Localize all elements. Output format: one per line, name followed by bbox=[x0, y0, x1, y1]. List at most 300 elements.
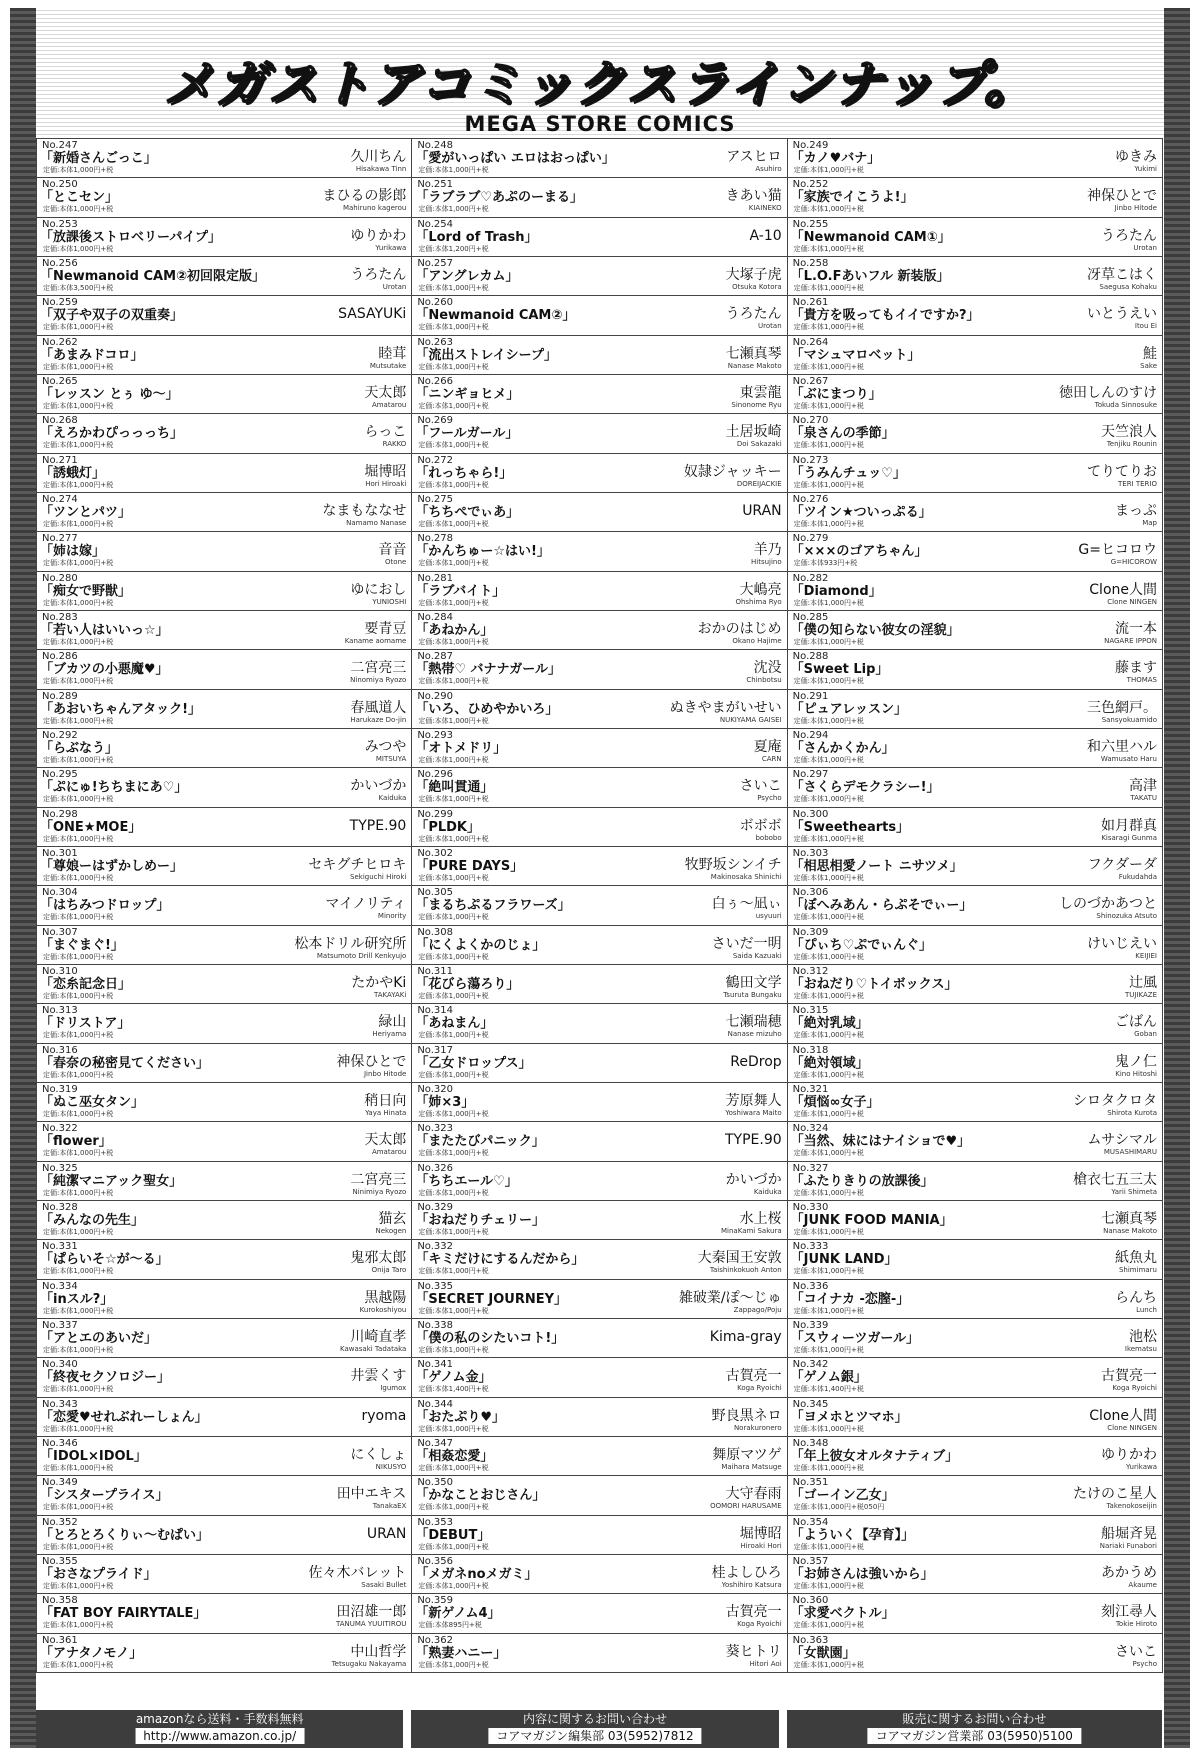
book-entry bbox=[412, 1358, 787, 1397]
book-number: No.354 bbox=[792, 1516, 829, 1528]
book-price: 定価:本体1,000円+税 bbox=[418, 401, 489, 410]
book-entry bbox=[788, 454, 1163, 493]
book-title: 「痴女で野獣」 bbox=[40, 583, 132, 599]
book-number: No.361 bbox=[42, 1634, 78, 1646]
book-author: 猫玄 bbox=[378, 1210, 407, 1227]
book-author: 睦茸 bbox=[378, 345, 407, 362]
book-number: No.351 bbox=[792, 1477, 829, 1489]
book-title: 「れっちゃら!」 bbox=[415, 465, 513, 481]
book-author-romaji: Koga Ryoichi bbox=[737, 1384, 782, 1393]
book-number: No.347 bbox=[417, 1437, 454, 1449]
book-author-romaji: Tsuruta Bungaku bbox=[723, 990, 782, 999]
book-entry bbox=[412, 454, 787, 493]
book-price: 定価:本体1,000円+税 bbox=[793, 1109, 864, 1118]
book-price: 定価:本体1,000円+税 bbox=[793, 1188, 864, 1197]
book-author: 神保ひとで bbox=[336, 1053, 407, 1070]
book-title: 「コイナカ -恋膣-」 bbox=[790, 1291, 910, 1307]
book-entry bbox=[412, 965, 787, 1004]
book-number: No.248 bbox=[417, 140, 454, 151]
book-title: 「純潔マニアック聖女」 bbox=[40, 1173, 183, 1189]
book-number: No.249 bbox=[792, 140, 829, 151]
book-number: No.309 bbox=[792, 926, 829, 938]
book-author: G=ヒコロウ bbox=[1078, 542, 1157, 559]
book-title: 「放課後ストロベリーパイプ」 bbox=[40, 229, 221, 245]
book-title: 「らぶなう」 bbox=[40, 740, 119, 756]
book-price: 定価:本体1,000円+税 bbox=[43, 716, 114, 725]
book-price: 定価:本体1,000円+税 bbox=[418, 1031, 489, 1040]
book-number: No.339 bbox=[792, 1319, 829, 1331]
book-price: 定価:本体1,000円+税 bbox=[418, 519, 489, 528]
book-entry bbox=[37, 886, 412, 925]
book-number: No.297 bbox=[792, 769, 829, 781]
book-author-romaji: Yarii Shimeta bbox=[1111, 1187, 1157, 1196]
book-author-romaji: Asuhiro bbox=[755, 165, 782, 173]
book-number: No.276 bbox=[792, 493, 829, 505]
book-entry bbox=[37, 1594, 412, 1633]
book-entry bbox=[412, 1398, 787, 1437]
book-title: 「Newmanoid CAM②初回限定版」 bbox=[40, 268, 266, 284]
book-author: 鬼ノ仁 bbox=[1115, 1053, 1157, 1070]
book-author: ゆにおし bbox=[350, 581, 407, 598]
book-number: No.292 bbox=[42, 729, 78, 741]
book-author-romaji: Urotan bbox=[1133, 243, 1157, 252]
book-author-romaji: Namamo Nanase bbox=[346, 518, 407, 527]
book-entry bbox=[412, 1516, 787, 1555]
book-price: 定価:本体1,000円+税 bbox=[793, 795, 864, 804]
book-author-romaji: Chinbotsu bbox=[746, 676, 782, 685]
book-price: 定価:本体1,000円+税 bbox=[43, 1070, 114, 1079]
book-number: No.312 bbox=[792, 965, 829, 977]
book-entry bbox=[788, 1122, 1163, 1161]
book-entry bbox=[412, 178, 787, 217]
book-author: うろたん bbox=[350, 266, 407, 283]
sales-contact: コアマガジン営業部 03(5950)5100 bbox=[868, 1728, 1081, 1744]
book-price: 定価:本体1,000円+税 bbox=[43, 1621, 114, 1630]
book-number: No.269 bbox=[417, 415, 454, 427]
book-author: 二宮亮三 bbox=[350, 660, 407, 677]
book-entry bbox=[788, 1555, 1163, 1594]
book-number: No.266 bbox=[417, 375, 454, 387]
book-entry bbox=[412, 139, 787, 178]
book-price: 定価:本体1,000円+税 bbox=[43, 637, 114, 646]
book-number: No.317 bbox=[417, 1044, 454, 1056]
book-price: 定価:本体1,000円+税 bbox=[43, 1581, 114, 1590]
book-entry bbox=[788, 965, 1163, 1004]
book-title: 「ぶにまつり」 bbox=[790, 386, 882, 402]
book-title: 「メガネnoメガミ」 bbox=[415, 1566, 538, 1582]
book-price: 定価:本体1,000円+税 bbox=[793, 873, 864, 882]
book-number: No.321 bbox=[792, 1083, 829, 1095]
book-title: 「にくよくかのじょ」 bbox=[415, 937, 546, 953]
book-entry bbox=[788, 375, 1163, 414]
book-title: 「僕の私のシたいコト!」 bbox=[415, 1330, 565, 1346]
book-price: 定価:本体1,000円+税 bbox=[793, 1031, 864, 1040]
book-price: 定価:本体1,000円+税 bbox=[43, 873, 114, 882]
book-entry bbox=[788, 493, 1163, 532]
book-price: 定価:本体1,000円+税 bbox=[418, 834, 489, 843]
book-author-romaji: TANUMA YUUITIROU bbox=[335, 1620, 407, 1629]
book-entry bbox=[37, 1201, 412, 1240]
book-price: 定価:本体1,000円+税 bbox=[793, 1542, 864, 1551]
book-author-romaji: KEIJIEI bbox=[1135, 951, 1157, 960]
book-title: 「誘蛾灯」 bbox=[40, 465, 106, 481]
book-entry bbox=[412, 729, 787, 768]
book-author: 古賀亮一 bbox=[1101, 1368, 1157, 1385]
book-title: 「JUNK LAND」 bbox=[790, 1252, 898, 1268]
book-author: 徳田しんのすけ bbox=[1059, 384, 1157, 401]
book-entry bbox=[412, 1280, 787, 1319]
book-number: No.320 bbox=[417, 1083, 454, 1095]
book-author-romaji: Nanase Makoto bbox=[727, 361, 782, 370]
book-title: 「若い人はいいっ☆」 bbox=[40, 622, 169, 638]
book-author: さいだ一明 bbox=[711, 935, 782, 952]
book-author-romaji: Igumox bbox=[380, 1384, 407, 1393]
book-entry bbox=[37, 257, 412, 296]
book-author: 和六里ハル bbox=[1087, 738, 1157, 755]
book-author: うろたん bbox=[725, 306, 782, 323]
book-title: 「またたびパニック」 bbox=[415, 1134, 545, 1150]
book-number: No.360 bbox=[792, 1595, 829, 1607]
book-author: 刻江尋人 bbox=[1101, 1604, 1157, 1621]
book-author-romaji: Sinonome Ryu bbox=[731, 400, 782, 409]
book-price: 定価:本体1,000円+税 bbox=[793, 637, 864, 646]
book-title: 「花びら蕩ろり」 bbox=[415, 976, 520, 992]
book-title: 「Sweethearts」 bbox=[790, 819, 910, 835]
book-author-romaji: TERI TERIO bbox=[1118, 479, 1157, 488]
book-title: 「女獣園」 bbox=[790, 1645, 856, 1661]
book-author: 冴草こはく bbox=[1087, 266, 1157, 283]
book-entry bbox=[788, 178, 1163, 217]
book-title: 「さんかくかん」 bbox=[790, 740, 895, 756]
book-entry bbox=[412, 1594, 787, 1633]
book-author: かいづか bbox=[350, 778, 407, 795]
book-number: No.357 bbox=[792, 1555, 829, 1567]
book-author-romaji: RAKKO bbox=[382, 440, 407, 449]
book-entry bbox=[412, 768, 787, 807]
book-entry bbox=[412, 218, 787, 257]
book-number: No.314 bbox=[417, 1005, 454, 1017]
book-entry bbox=[412, 611, 787, 650]
book-author-romaji: Tokie Hiroto bbox=[1115, 1620, 1157, 1629]
book-author: 大守春雨 bbox=[725, 1486, 782, 1503]
book-price: 定価:本体1,000円+税 bbox=[793, 244, 864, 253]
book-author-romaji: Matsumoto Drill Kenkyujo bbox=[316, 951, 407, 960]
book-price: 定価:本体1,000円+税 bbox=[43, 1424, 114, 1433]
book-number: No.282 bbox=[792, 572, 829, 584]
book-author-romaji: Hisakawa Tinn bbox=[355, 165, 407, 173]
book-number: No.356 bbox=[417, 1555, 454, 1567]
book-author: まっぷ bbox=[1115, 502, 1157, 519]
book-author-romaji: Nanase Makoto bbox=[1103, 1226, 1157, 1235]
book-price: 定価:本体1,000円+税 bbox=[43, 1031, 114, 1040]
book-title: 「ブカツの小悪魔♥」 bbox=[40, 662, 169, 678]
amazon-url-link[interactable]: http://www.amazon.co.jp/ bbox=[135, 1728, 304, 1744]
book-price: 定価:本体1,000円+税 bbox=[793, 283, 864, 292]
book-entry bbox=[788, 1358, 1163, 1397]
book-author-romaji: Maihara Matsuge bbox=[721, 1462, 782, 1471]
book-author-romaji: G=HICOROW bbox=[1110, 558, 1157, 567]
book-author-romaji: TAKAYAKi bbox=[374, 990, 407, 999]
book-author-romaji: Ohshima Ryo bbox=[735, 597, 782, 606]
book-price: 定価:本体1,000円+税 bbox=[793, 480, 864, 489]
book-title: 「ゲノム銀」 bbox=[790, 1370, 867, 1386]
book-title: 「乙女ドロップス」 bbox=[415, 1055, 532, 1071]
book-entry bbox=[788, 296, 1163, 335]
book-entry bbox=[412, 1319, 787, 1358]
book-number: No.247 bbox=[42, 140, 78, 151]
book-entry bbox=[788, 611, 1163, 650]
book-price: 定価:本体1,000円+税 bbox=[418, 598, 489, 607]
book-price: 定価:本体1,000円+税 bbox=[43, 1306, 114, 1315]
book-number: No.257 bbox=[417, 257, 454, 269]
book-author: 鬼邪太郎 bbox=[350, 1250, 407, 1267]
book-author: 稍日向 bbox=[364, 1092, 407, 1109]
book-title: 「ゲノム金」 bbox=[415, 1370, 492, 1386]
book-author: 藤ます bbox=[1115, 660, 1157, 677]
book-author: TYPE.90 bbox=[349, 817, 407, 834]
book-price: 定価:本体1,000円+税 bbox=[43, 401, 114, 410]
book-author: 田沼雄一郎 bbox=[336, 1604, 407, 1621]
book-title: 「いろ、ひめやかいろ」 bbox=[415, 701, 559, 717]
book-number: No.346 bbox=[42, 1437, 78, 1449]
book-author-romaji: Nekogen bbox=[375, 1226, 407, 1235]
book-author-romaji: Okano Hajime bbox=[732, 636, 782, 645]
book-price: 定価:本体1,000円+税 bbox=[793, 1345, 864, 1354]
book-number: No.299 bbox=[417, 808, 454, 820]
book-number: No.289 bbox=[42, 690, 78, 702]
book-number: No.316 bbox=[42, 1044, 78, 1056]
book-title: 「うみんチュッ♡」 bbox=[790, 465, 906, 481]
book-price: 定価:本体1,000円+税 bbox=[793, 952, 864, 961]
book-price: 定価:本体1,000円+税 bbox=[418, 1463, 489, 1472]
book-author-romaji: Kino Hitoshi bbox=[1115, 1069, 1157, 1078]
book-author-romaji: Shirota Kurota bbox=[1107, 1108, 1157, 1117]
book-price: 定価:本体1,000円+税 bbox=[418, 1149, 489, 1158]
book-price: 定価:本体1,000円+税 bbox=[793, 1227, 864, 1236]
book-number: No.254 bbox=[417, 218, 454, 230]
book-title: 「恋愛♥せれぶれーしょん」 bbox=[40, 1409, 208, 1425]
book-title: 「熱帯♡ バナナガール」 bbox=[415, 662, 561, 678]
book-price: 定価:本体1,000円+税 bbox=[793, 1267, 864, 1276]
book-author: 松本ドリル研究所 bbox=[294, 935, 407, 952]
book-price: 定価:本体1,000円+税 bbox=[418, 480, 489, 489]
book-author: 緑山 bbox=[378, 1014, 407, 1031]
book-author-romaji: Onija Taro bbox=[371, 1266, 407, 1275]
book-author-romaji: Hori Hiroaki bbox=[365, 479, 407, 488]
book-number: No.268 bbox=[42, 415, 78, 427]
book-price: 定価:本体1,000円+税 bbox=[43, 559, 114, 568]
book-title: 「当然、妹にはナイショで♥」 bbox=[790, 1134, 971, 1150]
book-author-romaji: Psycho bbox=[1132, 1659, 1157, 1668]
book-author: 沈没 bbox=[753, 660, 782, 677]
header-banner bbox=[36, 8, 1164, 138]
book-author: たかやKi bbox=[351, 974, 407, 991]
book-price: 定価:本体1,000円+税 bbox=[43, 991, 114, 1000]
book-title: 「新婚さんごっこ」 bbox=[40, 151, 157, 166]
book-price: 定価:本体1,000円+税 bbox=[418, 991, 489, 1000]
book-number: No.267 bbox=[792, 375, 829, 387]
book-title: 「春奈の秘密見てください」 bbox=[40, 1055, 210, 1071]
book-entry bbox=[37, 1280, 412, 1319]
book-author: ごばん bbox=[1115, 1014, 1157, 1031]
book-title: 「みんなの先生」 bbox=[40, 1212, 145, 1228]
book-title: 「inスル?」 bbox=[40, 1291, 114, 1307]
book-author: 春風道人 bbox=[350, 699, 407, 716]
book-price: 定価:本体1,000円+税 bbox=[43, 952, 114, 961]
book-entry bbox=[788, 650, 1163, 689]
book-price: 定価:本体1,000円+税 bbox=[43, 1188, 114, 1197]
book-author: 大嶋亮 bbox=[739, 581, 782, 598]
book-entry bbox=[37, 926, 412, 965]
book-author: 七瀬真琴 bbox=[725, 345, 782, 362]
book-number: No.353 bbox=[417, 1516, 454, 1528]
editorial-contact: コアマガジン編集部 03(5952)7812 bbox=[488, 1728, 701, 1744]
book-entry bbox=[788, 1594, 1163, 1633]
book-price: 定価:本体1,000円+税 bbox=[793, 716, 864, 725]
book-author: 黒越陽 bbox=[364, 1289, 407, 1306]
book-number: No.281 bbox=[417, 572, 454, 584]
book-entry bbox=[412, 532, 787, 571]
book-number: No.293 bbox=[417, 729, 454, 741]
book-entry bbox=[37, 729, 412, 768]
book-author-romaji: Ikematsu bbox=[1124, 1344, 1157, 1353]
book-entry bbox=[37, 336, 412, 375]
book-title: 「おねだりチェリー」 bbox=[415, 1212, 545, 1228]
book-number: No.325 bbox=[42, 1162, 78, 1174]
book-price: 定価:本体1,000円+税 bbox=[793, 913, 864, 922]
book-price: 定価:本体1,000円+税 bbox=[43, 1385, 114, 1394]
book-author: マイノリティ bbox=[325, 896, 407, 913]
book-author: 天竺浪人 bbox=[1101, 424, 1157, 441]
book-author: らんち bbox=[1115, 1289, 1157, 1306]
book-number: No.262 bbox=[42, 336, 78, 348]
book-entry bbox=[37, 178, 412, 217]
book-price: 定価:本体1,000円+税 bbox=[793, 1306, 864, 1315]
book-title: 「相思相愛ノート ニサツメ」 bbox=[790, 858, 963, 874]
book-author: 池松 bbox=[1129, 1328, 1157, 1345]
book-entry bbox=[788, 1083, 1163, 1122]
book-title: 「あまみドコロ」 bbox=[40, 347, 144, 363]
book-entry bbox=[412, 808, 787, 847]
book-price: 定価:本体1,000円+税 bbox=[418, 716, 489, 725]
book-author: ゆきみ bbox=[1115, 149, 1157, 165]
book-author-romaji: Koga Ryoichi bbox=[737, 1620, 782, 1629]
book-author: あかうめ bbox=[1101, 1564, 1157, 1581]
book-price: 定価:本体1,200円+税 bbox=[418, 244, 489, 253]
book-title: 「かんちゅー☆はい!」 bbox=[415, 544, 550, 560]
book-price: 定価:本体1,000円+税 bbox=[418, 913, 489, 922]
book-number: No.275 bbox=[417, 493, 454, 505]
book-author-romaji: Yurikawa bbox=[375, 243, 407, 252]
book-price: 定価:本体1,000円+税 bbox=[793, 755, 864, 764]
book-author: ReDrop bbox=[730, 1053, 782, 1070]
book-entry bbox=[788, 1201, 1163, 1240]
right-border-texture bbox=[1164, 8, 1190, 1748]
book-entry bbox=[37, 414, 412, 453]
book-title: 「新ゲノム4」 bbox=[415, 1606, 501, 1622]
book-author-romaji: Nanase mizuho bbox=[727, 1030, 782, 1039]
book-number: No.303 bbox=[792, 847, 829, 859]
book-number: No.295 bbox=[42, 769, 78, 781]
book-number: No.298 bbox=[42, 808, 78, 820]
book-title: 「ラブラブ♡あぷのーまる」 bbox=[415, 190, 583, 206]
book-author-romaji: Urotan bbox=[382, 282, 407, 291]
book-price: 定価:本体1,000円+税 bbox=[793, 362, 864, 371]
book-number: No.274 bbox=[42, 493, 78, 505]
book-number: No.302 bbox=[417, 847, 454, 859]
book-author-romaji: Yoshiwara Maito bbox=[725, 1108, 782, 1117]
book-author: 白ぅ〜凪ぃ bbox=[711, 896, 782, 913]
book-author: けいじえい bbox=[1087, 935, 1157, 952]
book-entry bbox=[37, 1004, 412, 1043]
book-number: No.349 bbox=[42, 1477, 78, 1489]
book-title: 「おたぷり♥」 bbox=[415, 1409, 505, 1425]
book-title: 「尊娘ーはずかしめー」 bbox=[40, 858, 184, 874]
book-number: No.273 bbox=[792, 454, 829, 466]
book-entry bbox=[37, 218, 412, 257]
book-title: 「ニンギョヒメ」 bbox=[415, 386, 520, 402]
book-author-romaji: Map bbox=[1142, 518, 1157, 527]
book-author-romaji: Minority bbox=[377, 912, 407, 921]
book-number: No.280 bbox=[42, 572, 78, 584]
book-price: 定価:本体1,000円+税 bbox=[43, 323, 114, 332]
book-title: 「カノ♥バナ」 bbox=[790, 151, 881, 166]
book-number: No.271 bbox=[42, 454, 78, 466]
book-number: No.284 bbox=[417, 611, 454, 623]
book-price: 定価:本体1,000円+税 bbox=[418, 637, 489, 646]
book-price: 定価:本体933円+税 bbox=[793, 559, 858, 568]
page-subtitle: MEGA STORE COMICS bbox=[464, 112, 736, 136]
book-price: 定価:本体1,000円+税 bbox=[793, 598, 864, 607]
book-title: 「L.O.Fあいフル 新装版」 bbox=[790, 268, 950, 284]
book-author: なまもななせ bbox=[322, 502, 407, 519]
book-number: No.300 bbox=[792, 808, 829, 820]
book-number: No.288 bbox=[792, 651, 829, 663]
book-author: 三色網戸。 bbox=[1087, 699, 1157, 716]
book-title: 「おさなプライド」 bbox=[40, 1566, 157, 1582]
book-author-romaji: Shimimaru bbox=[1118, 1266, 1157, 1275]
book-title: 「あおいちゃんアタック!」 bbox=[40, 701, 202, 717]
book-author: URAN bbox=[742, 502, 782, 519]
book-title: 「シスタープライス」 bbox=[40, 1488, 169, 1504]
book-author-romaji: Amatarou bbox=[371, 400, 407, 409]
book-price: 定価:本体1,000円+税 bbox=[418, 1424, 489, 1433]
book-entry bbox=[37, 1319, 412, 1358]
book-author: 夏庵 bbox=[753, 738, 782, 755]
book-author: SASAYUKi bbox=[338, 306, 407, 323]
book-entry bbox=[37, 493, 412, 532]
book-number: No.342 bbox=[792, 1359, 829, 1371]
book-price: 定価:本体1,000円+税 bbox=[43, 480, 114, 489]
book-author-romaji: NUKIYAMA GAISEI bbox=[719, 715, 782, 724]
book-author: 槍衣七五三太 bbox=[1073, 1171, 1157, 1188]
book-author: 鶴田文学 bbox=[725, 974, 782, 991]
book-number: No.336 bbox=[792, 1280, 829, 1292]
book-author: 芳原舞人 bbox=[725, 1092, 782, 1109]
book-author-romaji: Saida Kazuaki bbox=[732, 951, 782, 960]
book-author-romaji: Yurikawa bbox=[1126, 1462, 1157, 1471]
book-number: No.260 bbox=[417, 297, 454, 309]
book-title: 「flower」 bbox=[40, 1134, 112, 1150]
book-price: 定価:本体1,000円+税 bbox=[43, 1463, 114, 1472]
book-entry bbox=[788, 257, 1163, 296]
book-title: 「Lord of Trash」 bbox=[415, 229, 538, 245]
book-price: 定価:本体3,500円+税 bbox=[43, 283, 114, 292]
book-title: 「とこセン」 bbox=[40, 190, 119, 206]
book-price: 定価:本体1,000円+税 bbox=[43, 362, 114, 371]
book-author-romaji: Sansyokuamido bbox=[1101, 715, 1157, 724]
book-author-romaji: Koga Ryoichi bbox=[1112, 1384, 1157, 1393]
